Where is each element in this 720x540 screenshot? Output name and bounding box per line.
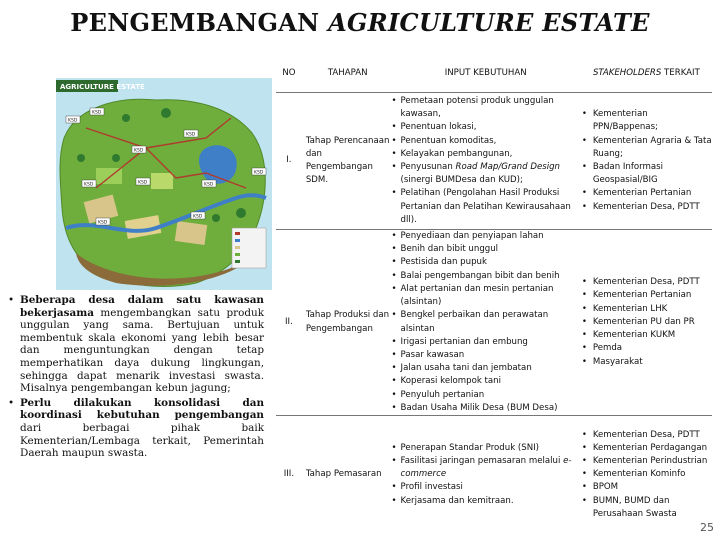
row-tahapan: Tahap Produksi dan Pengembangan [302,230,391,416]
development-table [276,56,712,534]
list-item: • Balai pengembangan bibit dan benih [391,270,581,283]
table-header-row [276,56,712,93]
list-item: • Kementerian PPN/Bappenas; [581,108,712,134]
list-item: • Kementerian Desa, PDTT [581,429,712,442]
list-item: • Penyediaan dan penyiapan lahan [391,230,581,243]
list-item: • Kementerian Pertanian [581,289,712,302]
header-no: NO [276,56,302,93]
list-item: • Kerjasama dan kemitraan. [391,495,581,508]
list-item: • Penentuan komoditas, [391,135,581,148]
agriculture-estate-map [56,78,272,290]
list-item: • Jalan usaha tani dan jembatan [391,362,581,375]
header-input: INPUT KEBUTUHAN [391,56,581,93]
list-item: • Pemetaan potensi produk unggulan kawasan, [391,95,581,121]
row-number: III. [283,469,295,480]
list-item: • Badan Informasi Geospasial/BIG [581,161,712,187]
svg-text:KSD: KSD [84,182,94,188]
list-item: • Penerapan Standar Produk (SNI) [391,442,581,455]
svg-text:KSD: KSD [254,170,264,176]
header-tahapan: TAHAPAN [302,56,391,93]
svg-text:KSD: KSD [193,214,203,220]
list-item: • Pelatihan (Pengolahan Hasil Produksi Pertanian dan Pelatihan Kewirausahaan dll). [391,187,581,227]
row-number: II. [276,230,302,416]
svg-text:KSD: KSD [68,118,78,124]
list-item: • BUMN, BUMD dan Perusahaan Swasta [581,495,712,521]
page-title: PENGEMBANGAN AGRICULTURE ESTATE [70,8,650,37]
list-item: • Pestisida dan pupuk [391,256,581,269]
list-item: • Kementerian Perindustrian [581,455,712,468]
list-item: • Kementerian Perdagangan [581,442,712,455]
svg-text:KSD: KSD [134,148,144,154]
list-item: • Kementerian Pertanian [581,187,712,200]
list-item: • Pemda [581,342,712,355]
list-item: • Kementerian Agraria & Tata Ruang; [581,135,712,161]
list-item: • Benih dan bibit unggul [391,243,581,256]
list-item: • Kementerian KUKM [581,329,712,342]
row-tahapan: Tahap Perencanaan dan Pengembangan SDM. [302,93,391,230]
list-item: • Kelayakan pembangunan, [391,148,581,161]
list-item: • Kementerian Desa, PDTT [581,276,712,289]
list-item: • Penyuluh pertanian [391,389,581,402]
table-row [276,93,712,230]
list-item: • Bengkel perbaikan dan perawatan alsintan [391,309,581,335]
notes-panel [8,294,264,462]
row-stakeholders [581,93,712,230]
svg-text:KSD: KSD [186,132,196,138]
list-item: • Kementerian Desa, PDTT [581,201,712,214]
list-item: • Badan Usaha Milik Desa (BUM Desa) [391,402,581,415]
svg-text:KSD: KSD [92,110,102,116]
list-item: • Penentuan lokasi, [391,121,581,134]
row-inputs [391,416,581,534]
list-item: • Kementerian PU dan PR [581,316,712,329]
row-inputs [391,230,581,416]
svg-text:KSD: KSD [204,182,214,188]
list-item: • Kementerian LHK [581,303,712,316]
row-stakeholders [581,416,712,534]
header-stakeholders: STAKEHOLDERS TERKAIT [581,56,712,93]
list-item: • Penyusunan Road Map/Grand Design (sinergi BUMDesa dan KUD); [391,161,581,187]
note-item: • Perlu dilakukan konsolidasi dan koordinasi kebutuhan pengembangan dari berbagai pihak baik Kementerian/Lembaga terkait, Pemerintah Daerah maupun swasta. [8,397,264,460]
note-item: • Beberapa desa dalam satu kawasan bekerjasama mengembangkan satu produk unggulan yang sama. Bertujuan untuk membentuk skala ekonomi yang lebih besar dan menguntungkan dengan tetap memperhatikan daya dukung lingkungan, sehingga dapat menarik investasi swasta. Misalnya pengembangan kebun jagung; [8,294,264,395]
list-item: • Koperasi kelompok tani [391,375,581,388]
list-item: • Irigasi pertanian dan embung [391,336,581,349]
row-tahapan: Tahap Pemasaran [305,469,382,480]
row-inputs [391,93,581,230]
table-row [276,230,712,416]
list-item: • Profil investasi [391,481,581,494]
list-item: • Kementerian Kominfo [581,468,712,481]
svg-text:KSD: KSD [138,180,148,186]
list-item: • Pasar kawasan [391,349,581,362]
row-stakeholders [581,230,712,416]
page-number: 25 [700,521,714,534]
list-item: • Masyarakat [581,356,712,369]
map-banner: AGRICULTURE ESTATE [60,83,145,91]
list-item: • Fasilitasi jaringan pemasaran melalui e-commerce [391,455,581,481]
svg-text:KSD: KSD [98,220,108,226]
list-item: • Alat pertanian dan mesin pertanian (alsintan) [391,283,581,309]
list-item: • BPOM [581,481,712,494]
row-number: I. [276,93,302,230]
table-row [276,416,712,534]
